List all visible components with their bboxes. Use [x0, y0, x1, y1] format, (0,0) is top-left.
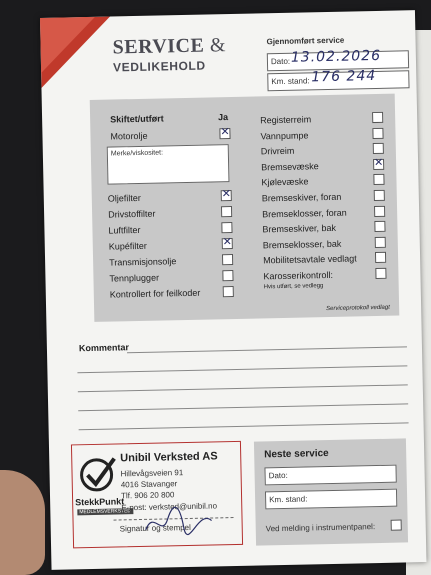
- checklist-item-checkbox[interactable]: [222, 254, 233, 265]
- checklist-item-label: Bremsevæske: [261, 160, 319, 173]
- service-booklet-page: [40, 10, 426, 570]
- signature-scribble: [143, 498, 214, 539]
- motorolje-label: Motorolje: [110, 130, 148, 142]
- merke-field[interactable]: [107, 144, 230, 185]
- page-subtitle: VEDLIKEHOLD: [112, 58, 206, 75]
- logo-subtext: MEDLEMSVERKSTED: [79, 508, 132, 516]
- checklist-item-checkbox[interactable]: [374, 221, 385, 232]
- next-km-label: Km. stand:: [269, 494, 308, 505]
- checklist-item-checkbox[interactable]: [375, 252, 386, 263]
- checklist-item-checkbox[interactable]: [221, 222, 232, 233]
- indicator-label: Ved melding i instrumentpanel:: [265, 522, 376, 534]
- checklist-item-label: Vannpumpe: [260, 129, 309, 142]
- title-amp: &: [209, 34, 227, 57]
- date-value: 13.02.2026: [290, 47, 382, 66]
- workshop-phone: Tlf. 906 20 800: [120, 490, 175, 501]
- checklist-item-label: Bremseklosser, foran: [262, 207, 347, 219]
- checklist-item-checkbox[interactable]: [375, 237, 386, 248]
- workshop-name: Unibil Verksted AS: [120, 450, 218, 465]
- next-date-label: Dato:: [268, 470, 288, 481]
- checklist-item-checkbox[interactable]: [221, 206, 232, 217]
- checkmark-logo-icon: [78, 454, 119, 495]
- checklist-item-label: Drivreim: [260, 145, 295, 157]
- checklist-item-label: Mobilitetsavtale vedlagt: [263, 253, 357, 266]
- next-date-field[interactable]: [264, 465, 396, 486]
- checklist-item-checkbox[interactable]: [372, 112, 383, 123]
- checklist-item-checkbox[interactable]: [223, 286, 234, 297]
- logo-text: StekkPunkt: [75, 496, 125, 508]
- ja-heading: Ja: [218, 112, 229, 123]
- comment-line: [77, 365, 407, 373]
- checklist-item-checkbox[interactable]: [372, 127, 383, 138]
- checklist-item-label: Transmisjonsolje: [109, 256, 177, 268]
- next-service-panel: [254, 438, 408, 545]
- km-value: 176 244: [311, 67, 377, 86]
- comment-line: [78, 403, 408, 411]
- checklist-item-label: Bremseklosser, bak: [262, 238, 342, 251]
- page-title: [112, 34, 226, 59]
- checklist-item-label: Karosserikontroll:: [263, 269, 334, 282]
- next-service-heading: Neste service: [264, 448, 329, 461]
- karosseri-note: Hvis utført, se vedlegg: [263, 283, 324, 291]
- checklist-item-label: Luftfilter: [108, 224, 141, 236]
- protocol-note: Serviceprotokoll vedlagt: [326, 304, 390, 313]
- checklist-item-checkbox[interactable]: [373, 143, 384, 154]
- comment-line: [78, 384, 408, 392]
- checklist-item-checkbox[interactable]: [222, 270, 233, 281]
- thumb: [0, 470, 45, 575]
- checklist-item-label: Bremseskiver, bak: [262, 223, 337, 235]
- checklist-item-checkbox[interactable]: [373, 174, 384, 185]
- checklist-item-label: Tennplugger: [109, 272, 160, 284]
- checklist-heading: Skiftet/utført: [110, 113, 164, 125]
- motorolje-checkbox[interactable]: [219, 128, 230, 139]
- merke-label: Merke/viskositet:: [110, 149, 164, 158]
- workshop-address2: 4016 Stavanger: [120, 479, 178, 490]
- checklist-item-checkbox[interactable]: [222, 238, 233, 249]
- comment-line: [79, 422, 409, 430]
- checklist-item-label: Kjølevæske: [261, 176, 309, 188]
- signature-label: Signatur og stempel: [119, 522, 191, 534]
- checklist-item-checkbox[interactable]: [374, 190, 385, 201]
- comment-label: Kommentar: [78, 342, 130, 354]
- workshop-stamp-box: [71, 441, 243, 549]
- title-word: SERVICE: [112, 34, 205, 59]
- checklist-item-checkbox[interactable]: [221, 190, 232, 201]
- km-label: Km. stand:: [271, 76, 310, 87]
- checklist-item-label: Registerreim: [260, 114, 312, 126]
- comment-line: [127, 346, 407, 353]
- checklist-panel: [90, 94, 400, 322]
- date-label: Dato:: [270, 56, 291, 67]
- checklist-item-label: Drivstoffilter: [108, 208, 156, 220]
- checklist-item-checkbox[interactable]: [373, 159, 384, 170]
- red-corner-decoration: [40, 17, 111, 88]
- checklist-item-label: Bremseskiver, foran: [261, 191, 342, 204]
- indicator-checkbox[interactable]: [391, 520, 402, 531]
- completed-service-heading: Gjennomført service: [266, 35, 345, 47]
- workshop-email: E-post: verksted@unibil.no: [121, 501, 218, 513]
- checklist-item-label: Oljefilter: [107, 192, 141, 204]
- workshop-address1: Hillevågsveien 91: [120, 468, 184, 479]
- checklist-item-checkbox[interactable]: [375, 268, 386, 279]
- checklist-item-label: Kontrollert for feilkoder: [109, 287, 201, 300]
- checklist-item-label: Kupéfilter: [108, 240, 147, 252]
- next-km-field[interactable]: [265, 489, 397, 510]
- checklist-item-checkbox[interactable]: [374, 205, 385, 216]
